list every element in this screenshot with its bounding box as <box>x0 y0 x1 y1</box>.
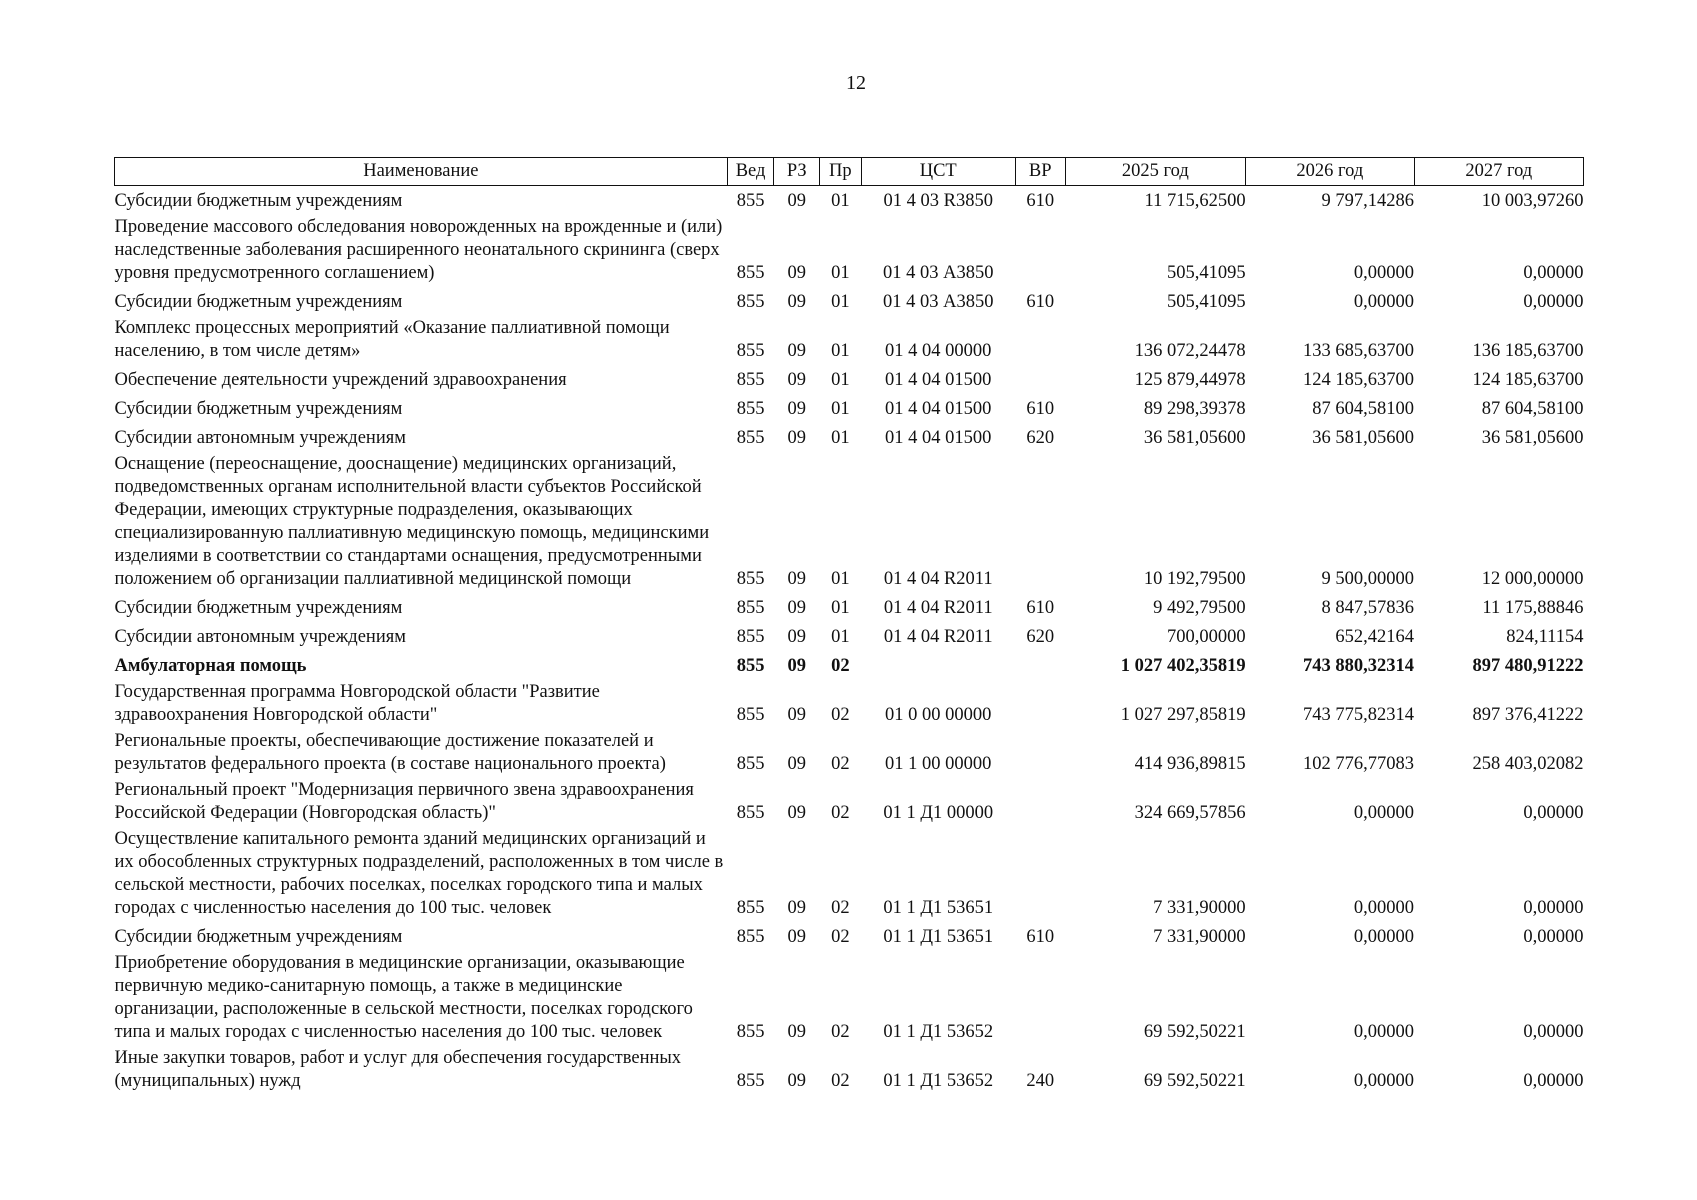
cell-pr: 01 <box>831 626 850 647</box>
cell-name: Амбулаторная помощь <box>114 655 307 676</box>
cell-ved: 855 <box>736 398 765 419</box>
table-row <box>115 622 1584 651</box>
cell-2027: 136 185,63700 <box>1472 340 1584 361</box>
table-row <box>115 778 1584 827</box>
cell-2025: 125 879,44978 <box>1134 369 1246 390</box>
budget-table <box>114 157 1584 1095</box>
cell-name: Государственная программа Новгородской области "Развитие здравоохранения Новгородской области" <box>114 681 600 725</box>
cell-ved: 855 <box>736 1070 765 1091</box>
cell-vr <box>1015 316 1065 365</box>
cell-2025: 10 192,79500 <box>1143 568 1246 589</box>
cell-rz: 09 <box>787 626 806 647</box>
cell-2027: 0,00000 <box>1523 926 1584 947</box>
cell-vr: 610 <box>1026 398 1055 419</box>
cell-2027: 0,00000 <box>1523 262 1584 283</box>
cell-ved: 855 <box>736 190 765 211</box>
cell-pr: 01 <box>831 398 850 419</box>
cell-2025: 69 592,50221 <box>1143 1021 1246 1042</box>
cell-vr <box>1015 215 1065 287</box>
cell-vr: 240 <box>1026 1070 1055 1091</box>
cell-rz: 09 <box>787 1021 806 1042</box>
cell-vr <box>1015 680 1065 729</box>
cell-name: Субсидии бюджетным учреждениям <box>114 398 403 419</box>
cell-2027: 0,00000 <box>1523 291 1584 312</box>
cell-cst: 01 1 Д1 53652 <box>883 1021 994 1042</box>
cell-ved: 855 <box>736 291 765 312</box>
cell-2025: 324 669,57856 <box>1134 802 1246 823</box>
table-row <box>115 1046 1584 1095</box>
cell-ved: 855 <box>736 427 765 448</box>
cell-cst: 01 4 04 R2011 <box>883 597 993 618</box>
cell-ved: 855 <box>736 802 765 823</box>
cell-vr <box>1015 729 1065 778</box>
cell-2025: 69 592,50221 <box>1143 1070 1246 1091</box>
cell-vr <box>1015 827 1065 922</box>
table-row <box>115 951 1584 1046</box>
cell-cst: 01 1 00 00000 <box>885 753 992 774</box>
cell-rz: 09 <box>787 369 806 390</box>
cell-vr: 620 <box>1026 626 1055 647</box>
cell-pr: 02 <box>831 926 850 947</box>
cell-2027: 0,00000 <box>1523 897 1584 918</box>
cell-vr: 610 <box>1026 926 1055 947</box>
cell-vr <box>1015 951 1065 1046</box>
cell-vr: 610 <box>1026 190 1055 211</box>
cell-2027: 897 480,91222 <box>1472 655 1584 676</box>
cell-pr: 01 <box>831 427 850 448</box>
cell-name: Субсидии бюджетным учреждениям <box>114 291 403 312</box>
cell-2027: 0,00000 <box>1523 1070 1584 1091</box>
cell-cst: 01 4 04 01500 <box>885 369 992 390</box>
cell-cst: 01 4 04 01500 <box>885 398 992 419</box>
cell-vr <box>1015 778 1065 827</box>
cell-ved: 855 <box>736 340 765 361</box>
cell-rz: 09 <box>787 655 806 676</box>
cell-2026: 743 775,82314 <box>1303 704 1415 725</box>
cell-ved: 855 <box>736 262 765 283</box>
cell-vr <box>1015 651 1065 680</box>
cell-rz: 09 <box>787 568 806 589</box>
cell-cst: 01 4 04 01500 <box>885 427 992 448</box>
cell-pr: 02 <box>831 655 850 676</box>
cell-2027: 11 175,88846 <box>1482 597 1584 618</box>
col-header-vr: ВР <box>1015 158 1065 186</box>
cell-2027: 0,00000 <box>1523 802 1584 823</box>
cell-name: Субсидии бюджетным учреждениям <box>114 597 403 618</box>
table-header-row <box>115 158 1584 186</box>
table-row <box>115 316 1584 365</box>
cell-2025: 89 298,39378 <box>1143 398 1246 419</box>
cell-rz: 09 <box>787 802 806 823</box>
table-row <box>115 922 1584 951</box>
page-number: 12 <box>846 72 866 94</box>
table-row <box>115 287 1584 316</box>
cell-2027: 258 403,02082 <box>1472 753 1584 774</box>
cell-rz: 09 <box>787 597 806 618</box>
cell-vr: 620 <box>1026 427 1055 448</box>
cell-vr: 610 <box>1026 291 1055 312</box>
col-header-ved: Вед <box>727 158 774 186</box>
cell-ved: 855 <box>736 568 765 589</box>
table-row <box>115 394 1584 423</box>
table-row <box>115 593 1584 622</box>
cell-name: Приобретение оборудования в медицинские организации, оказывающие первичную медико-санитарную помощь, а также в медицинские организации, расположенные в сельской местности, поселках городского типа и малых городах с численностью населения до 100 тыс. человек <box>114 952 693 1042</box>
cell-cst: 01 1 Д1 00000 <box>883 802 994 823</box>
cell-2026: 0,00000 <box>1353 1021 1415 1042</box>
cell-name: Субсидии бюджетным учреждениям <box>114 926 403 947</box>
cell-2027: 0,00000 <box>1523 1021 1584 1042</box>
cell-2027: 87 604,58100 <box>1481 398 1584 419</box>
cell-name: Региональный проект "Модернизация первичного звена здравоохранения Российской Федерации (Новгородская область)" <box>114 779 694 823</box>
col-header-2027: 2027 год <box>1414 158 1583 186</box>
table-row <box>115 729 1584 778</box>
cell-rz: 09 <box>787 340 806 361</box>
cell-pr: 02 <box>831 802 850 823</box>
cell-name: Комплекс процессных мероприятий «Оказание паллиативной помощи населению, в том числе детям» <box>114 317 670 361</box>
cell-rz: 09 <box>787 704 806 725</box>
cell-cst: 01 1 Д1 53651 <box>883 897 994 918</box>
table-row <box>115 186 1584 215</box>
cell-2025: 414 936,89815 <box>1134 753 1246 774</box>
cell-2025: 1 027 402,35819 <box>1120 655 1246 676</box>
cell-2025: 7 331,90000 <box>1153 897 1246 918</box>
cell-pr: 02 <box>831 704 850 725</box>
cell-name: Осуществление капитального ремонта зданий медицинских организаций и их обособленных структурных подразделений, расположенных в том числе в сельской местности, рабочих поселках, поселках городского типа и малых городах с численностью населения до 100 тыс. человек <box>114 828 724 918</box>
col-header-2026: 2026 год <box>1246 158 1414 186</box>
cell-cst: 01 0 00 00000 <box>885 704 992 725</box>
cell-2026: 0,00000 <box>1353 291 1415 312</box>
cell-vr <box>1015 452 1065 593</box>
cell-2025: 1 027 297,85819 <box>1120 704 1246 725</box>
cell-name: Субсидии автономным учреждениям <box>114 626 406 647</box>
cell-2027: 824,11154 <box>1506 626 1584 647</box>
col-header-cst: ЦСТ <box>861 158 1015 186</box>
cell-ved: 855 <box>736 704 765 725</box>
table-body <box>115 186 1584 1095</box>
col-header-2025: 2025 год <box>1065 158 1246 186</box>
cell-ved: 855 <box>736 1021 765 1042</box>
cell-2026: 124 185,63700 <box>1303 369 1415 390</box>
cell-rz: 09 <box>787 1070 806 1091</box>
cell-2026: 0,00000 <box>1353 897 1415 918</box>
cell-pr: 01 <box>831 291 850 312</box>
cell-name: Иные закупки товаров, работ и услуг для обеспечения государственных (муниципальных) нужд <box>114 1047 682 1091</box>
cell-pr: 01 <box>831 597 850 618</box>
cell-pr: 02 <box>831 753 850 774</box>
cell-cst: 01 4 04 00000 <box>885 340 992 361</box>
cell-cst <box>861 651 1015 680</box>
cell-ved: 855 <box>736 897 765 918</box>
cell-name: Субсидии автономным учреждениям <box>114 427 406 448</box>
table-row <box>115 651 1584 680</box>
cell-2026: 102 776,77083 <box>1303 753 1415 774</box>
cell-rz: 09 <box>787 262 806 283</box>
cell-2025: 505,41095 <box>1167 262 1246 283</box>
cell-2026: 0,00000 <box>1353 802 1415 823</box>
cell-ved: 855 <box>736 926 765 947</box>
cell-cst: 01 4 04 R2011 <box>883 626 993 647</box>
cell-ved: 855 <box>736 753 765 774</box>
cell-2026: 9 500,00000 <box>1321 568 1415 589</box>
cell-rz: 09 <box>787 897 806 918</box>
cell-2027: 36 581,05600 <box>1481 427 1584 448</box>
col-header-name: Наименование <box>115 158 728 186</box>
col-header-pr: Пр <box>820 158 862 186</box>
cell-rz: 09 <box>787 926 806 947</box>
cell-2025: 700,00000 <box>1167 626 1246 647</box>
table-row <box>115 423 1584 452</box>
cell-cst: 01 1 Д1 53652 <box>883 1070 994 1091</box>
cell-2025: 9 492,79500 <box>1153 597 1246 618</box>
cell-2027: 10 003,97260 <box>1481 190 1584 211</box>
cell-vr: 610 <box>1026 597 1055 618</box>
cell-2027: 124 185,63700 <box>1472 369 1584 390</box>
cell-2026: 0,00000 <box>1353 1070 1415 1091</box>
cell-cst: 01 4 03 А3850 <box>882 262 994 283</box>
cell-name: Региональные проекты, обеспечивающие достижение показателей и результатов федерального проекта (в составе национального проекта) <box>114 730 666 774</box>
cell-ved: 855 <box>736 597 765 618</box>
cell-2027: 897 376,41222 <box>1472 704 1584 725</box>
cell-rz: 09 <box>787 427 806 448</box>
cell-2025: 36 581,05600 <box>1143 427 1246 448</box>
cell-pr: 01 <box>831 369 850 390</box>
cell-cst: 01 4 03 R3850 <box>883 190 993 211</box>
table-row <box>115 827 1584 922</box>
cell-2026: 87 604,58100 <box>1312 398 1415 419</box>
cell-2026: 652,42164 <box>1335 626 1415 647</box>
cell-2027: 12 000,00000 <box>1481 568 1584 589</box>
cell-2026: 9 797,14286 <box>1321 190 1415 211</box>
cell-vr <box>1015 365 1065 394</box>
cell-2026: 8 847,57836 <box>1321 597 1415 618</box>
cell-name: Субсидии бюджетным учреждениям <box>114 190 403 211</box>
cell-pr: 02 <box>831 1021 850 1042</box>
cell-name: Обеспечение деятельности учреждений здравоохранения <box>114 369 567 390</box>
cell-rz: 09 <box>787 291 806 312</box>
table-row <box>115 452 1584 593</box>
col-header-rz: РЗ <box>774 158 820 186</box>
cell-rz: 09 <box>787 190 806 211</box>
cell-2026: 0,00000 <box>1353 926 1415 947</box>
cell-name: Проведение массового обследования новорожденных на врожденные и (или) наследственные заболевания расширенного неонатального скрининга (сверх уровня предусмотренного соглашением) <box>114 216 723 283</box>
cell-pr: 02 <box>831 897 850 918</box>
cell-2025: 505,41095 <box>1167 291 1246 312</box>
table-row <box>115 215 1584 287</box>
cell-ved: 855 <box>736 626 765 647</box>
cell-2026: 36 581,05600 <box>1312 427 1415 448</box>
cell-pr: 01 <box>831 340 850 361</box>
cell-2026: 133 685,63700 <box>1303 340 1415 361</box>
cell-cst: 01 4 03 А3850 <box>882 291 994 312</box>
cell-pr: 02 <box>831 1070 850 1091</box>
cell-2025: 11 715,62500 <box>1144 190 1246 211</box>
cell-2025: 136 072,24478 <box>1134 340 1246 361</box>
cell-ved: 855 <box>736 369 765 390</box>
cell-pr: 01 <box>831 190 850 211</box>
cell-2025: 7 331,90000 <box>1153 926 1246 947</box>
cell-rz: 09 <box>787 398 806 419</box>
table-row <box>115 365 1584 394</box>
cell-rz: 09 <box>787 753 806 774</box>
cell-ved: 855 <box>736 655 765 676</box>
cell-pr: 01 <box>831 262 850 283</box>
cell-name: Оснащение (переоснащение, дооснащение) медицинских организаций, подведомственных органам исполнительной власти субъектов Российской Федерации, имеющих структурные подразделения, оказывающих специализированную паллиативную медицинскую помощь, медицинскими изделиями в соответствии со стандартами оснащения, предусмотренными положением об организации паллиативной медицинской помощи <box>114 453 710 589</box>
cell-cst: 01 4 04 R2011 <box>883 568 993 589</box>
cell-2026: 0,00000 <box>1353 262 1415 283</box>
cell-pr: 01 <box>831 568 850 589</box>
cell-cst: 01 1 Д1 53651 <box>883 926 994 947</box>
table-row <box>115 680 1584 729</box>
cell-2026: 743 880,32314 <box>1303 655 1415 676</box>
